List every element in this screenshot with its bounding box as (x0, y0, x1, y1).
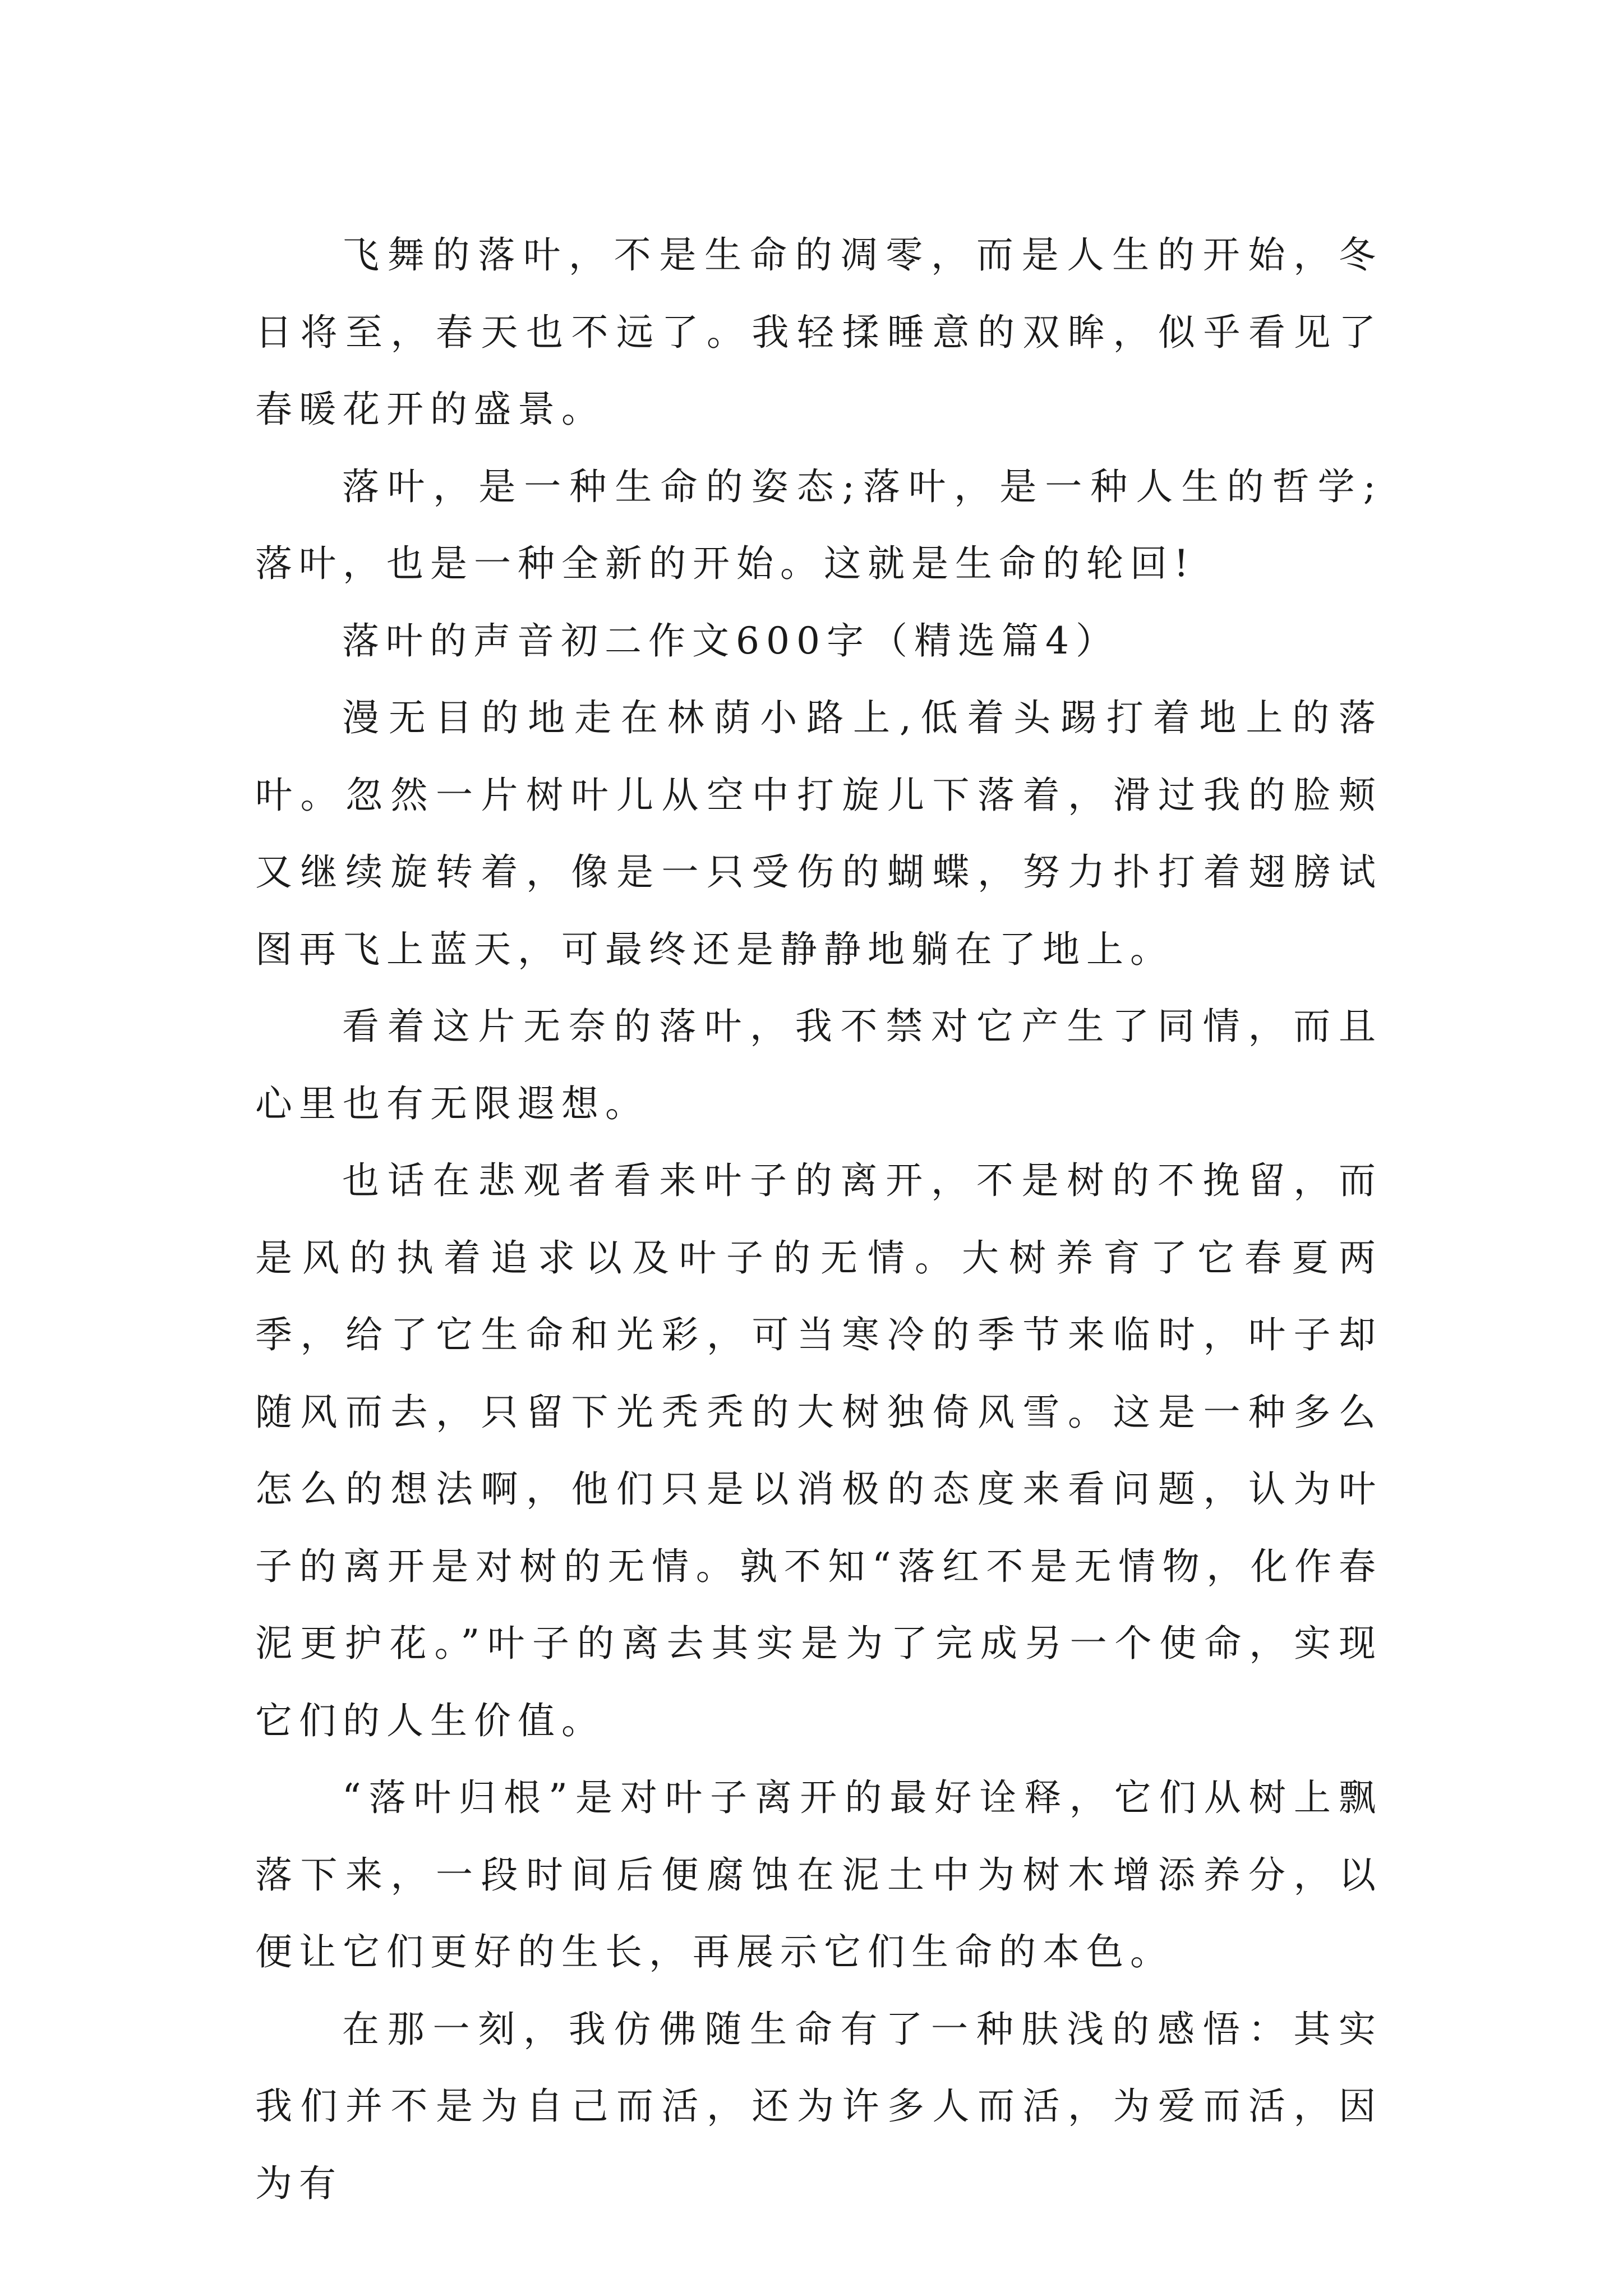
document-body (255, 217, 1382, 2222)
paragraph: 飞舞的落叶，不是生命的凋零，而是人生的开始，冬日将至，春天也不远了。我轻揉睡意的双眸，似乎看见了春暖花开的盛景。 (255, 233, 1382, 431)
paragraph: 看着这片无奈的落叶，我不禁对它产生了同情，而且心里也有无限遐想。 (255, 1005, 1382, 1125)
paragraph: 也话在悲观者看来叶子的离开，不是树的不挽留，而是风的执着追求以及叶子的无情。大树养育了它春夏两季，给了它生命和光彩，可当寒冷的季节来临时，叶子却随风而去，只留下光秃秃的大树独倚风雪。这是一种多么怎么的想法啊，他们只是以消极的态度来看问题，认为叶子的离开是对树的无情。孰不知“落红不是无情物，化作春泥更护花。”叶子的离去其实是为了完成另一个使命，实现它们的人生价值。 (255, 1159, 1382, 1742)
paragraph: 漫无目的地走在林荫小路上,低着头踢打着地上的落叶。忽然一片树叶儿从空中打旋儿下落着，滑过我的脸颊又继续旋转着，像是一只受伤的蝴蝶，努力扑打着翅膀试图再飞上蓝天，可最终还是静静地躺在了地上。 (255, 696, 1382, 971)
section-heading: 落叶的声音初二作文600字（精选篇4） (342, 619, 1119, 662)
paragraph: 落叶，是一种生命的姿态;落叶，是一种人生的哲学;落叶，也是一种全新的开始。这就是生命的轮回! (255, 464, 1382, 585)
paragraph: 在那一刻，我仿佛随生命有了一种肤浅的感悟：其实我们并不是为自己而活，还为许多人而活，为爱而活，因为有 (255, 2007, 1382, 2205)
paragraph: “落叶归根”是对叶子离开的最好诠释，它们从树上飘落下来，一段时间后便腐蚀在泥土中为树木增添养分，以便让它们更好的生长，再展示它们生命的本色。 (255, 1776, 1382, 1973)
